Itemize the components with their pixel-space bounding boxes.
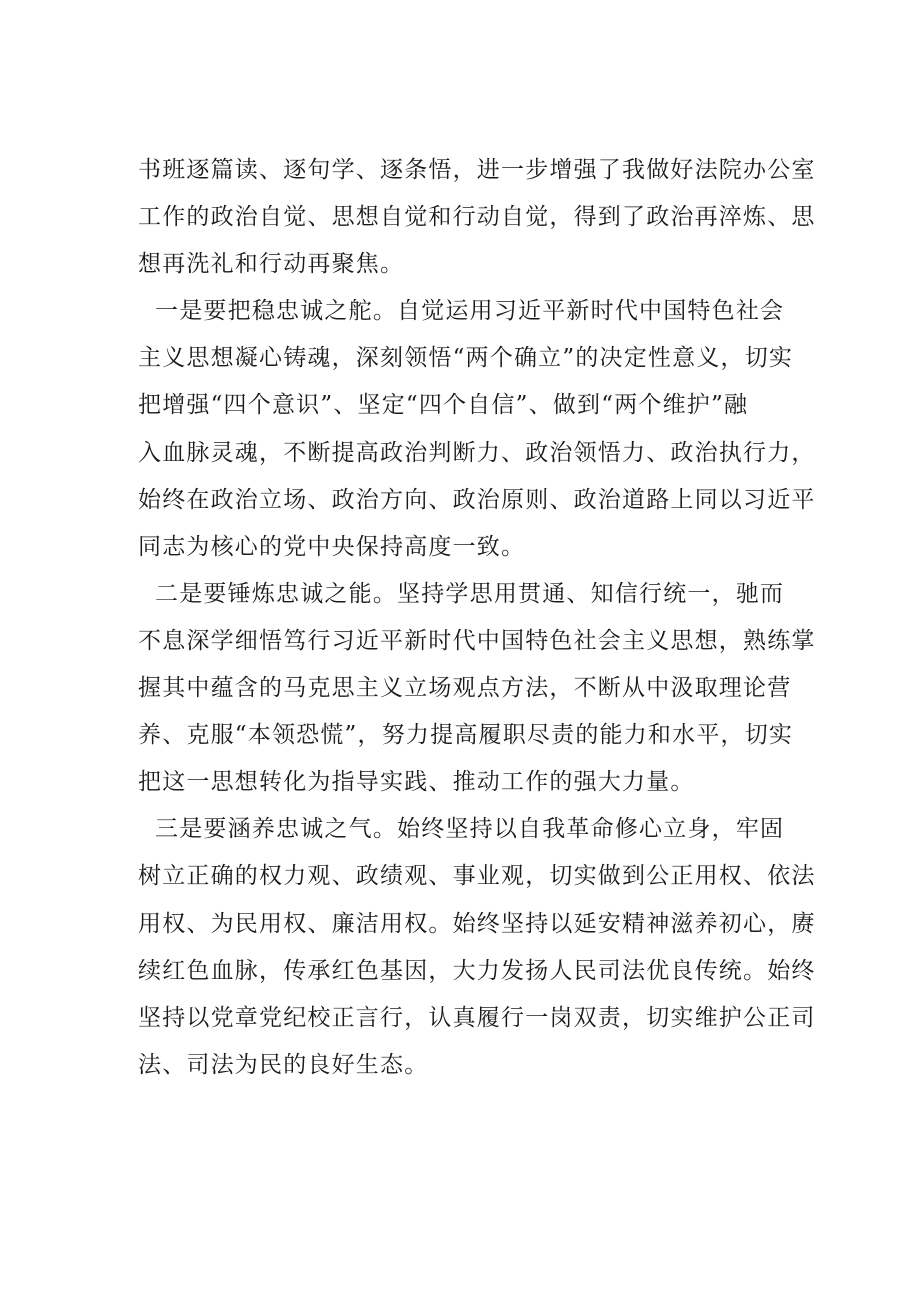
text-line: 坚持以党章党纪校正言行，认真履行一岗双责，切实维护公正司 xyxy=(138,1004,816,1031)
text-line: 主义思想凝心铸魂，深刻领悟“两个确立”的决定性意义，切实 xyxy=(138,345,794,372)
text-line: 续红色血脉，传承红色基因，大力发扬人民司法优良传统。始终 xyxy=(138,957,816,984)
text-line: 始终在政治立场、政治方向、政治原则、政治道路上同以习近平 xyxy=(138,486,816,513)
text-line: 法、司法为民的良好生态。 xyxy=(138,1051,429,1078)
text-line: 入血脉灵魂，不断提高政治判断力、政治领悟力、政治执行力， xyxy=(138,439,816,466)
text-line: 想再洗礼和行动再聚焦。 xyxy=(138,251,405,278)
text-line: 养、克服“本领恐慌”，努力提高履职尽责的能力和水平，切实 xyxy=(138,722,794,749)
text-line: 把增强“四个意识”、坚定“四个自信”、做到“两个维护”融 xyxy=(138,392,749,419)
paragraph-start-line: 二是要锤炼忠诚之能。坚持学思用贯通、知信行统一，驰而 xyxy=(138,580,785,607)
text-line: 工作的政治自觉、思想自觉和行动自觉，得到了政治再淬炼、思 xyxy=(138,204,816,231)
text-line: 用权、为民用权、廉洁用权。始终坚持以延安精神滋养初心，赓 xyxy=(138,910,816,937)
text-line: 树立正确的权力观、政绩观、事业观，切实做到公正用权、依法 xyxy=(138,863,816,890)
text-line: 同志为核心的党中央保持高度一致。 xyxy=(138,533,526,560)
text-line: 握其中蕴含的马克思主义立场观点方法，不断从中汲取理论营 xyxy=(138,675,792,702)
text-line: 把这一思想转化为指导实践、推动工作的强大力量。 xyxy=(138,769,695,796)
text-line: 不息深学细悟笃行习近平新时代中国特色社会主义思想，熟练掌 xyxy=(138,627,816,654)
paragraph-start-line: 三是要涵养忠诚之气。始终坚持以自我革命修心立身，牢固 xyxy=(138,816,785,843)
body-text xyxy=(138,147,816,1089)
text-line: 书班逐篇读、逐句学、逐条悟，进一步增强了我做好法院办公室 xyxy=(138,157,816,183)
paragraph-start-line: 一是要把稳忠诚之舵。自觉运用习近平新时代中国特色社会 xyxy=(138,298,785,325)
